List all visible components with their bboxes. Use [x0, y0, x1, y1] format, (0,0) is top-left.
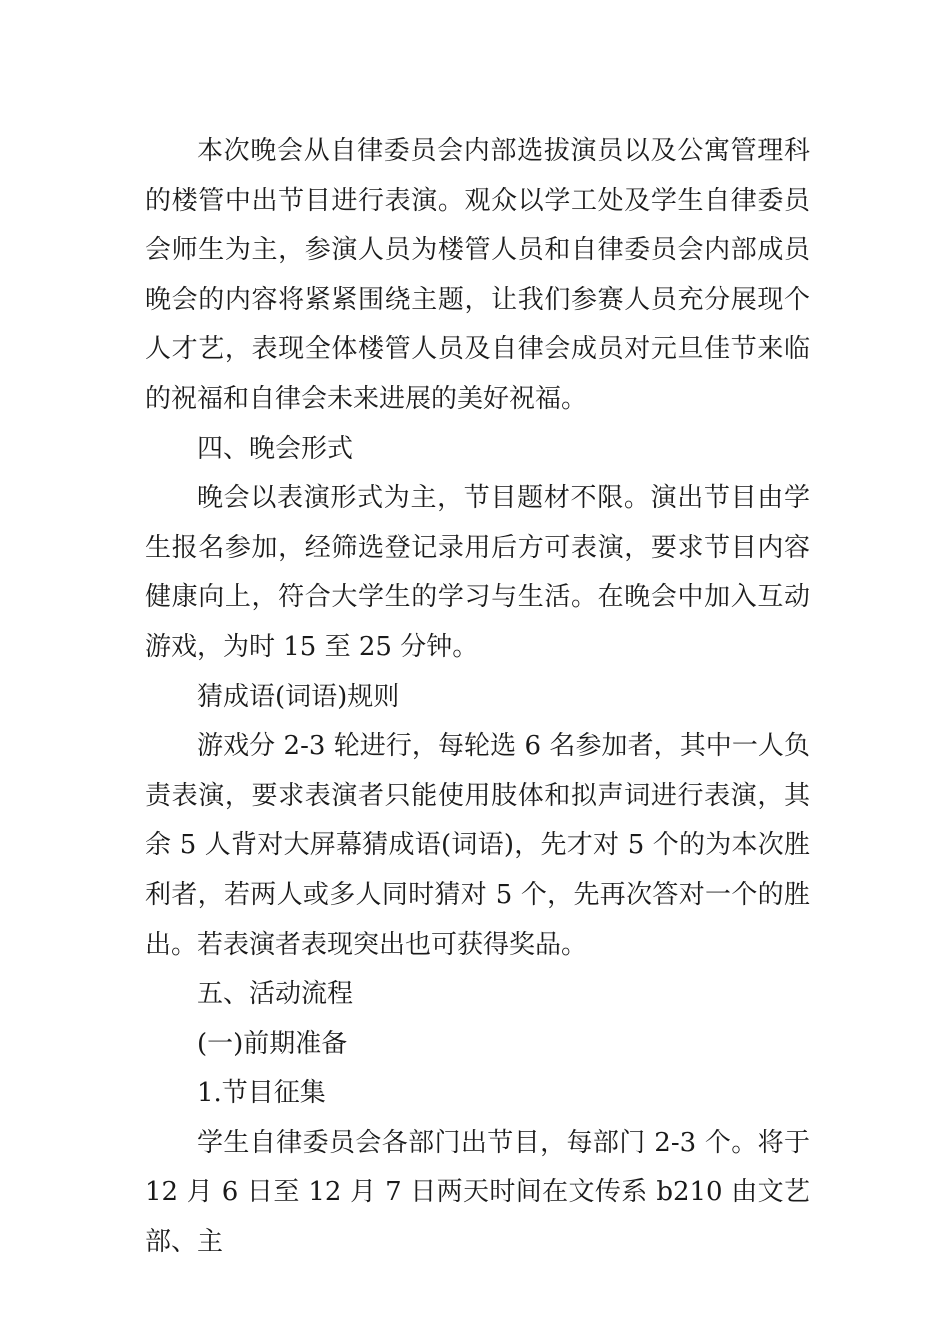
subheading-preparation: (一)前期准备 [197, 1028, 348, 1059]
section-heading-activity-process: 五、活动流程 [197, 979, 354, 1010]
subheading-program-collection: 1.节目征集 [197, 1078, 326, 1109]
document-body [145, 127, 810, 1268]
subheading-idiom-game-rules: 猜成语(词语)规则 [197, 681, 400, 712]
paragraph-program-collection: 学生自律委员会各部门出节目，每部门 2-3 个。将于 12 月 6 日至 12 月 7 日两天时间在文传系 b210 由文艺部、主 [145, 1127, 810, 1258]
paragraph-performers: 本次晚会从自律委员会内部选拔演员以及公寓管理科的楼管中出节目进行表演。观众以学工处及学生自律委员会师生为主，参演人员为楼管人员和自律委员会内部成员晚会的内容将紧紧围绕主题，让我们参赛人员充分展现个人才艺，表现全体楼管人员及自律会成员对元旦佳节来临的祝福和自律会未来进展的美好祝福。 [145, 136, 810, 414]
paragraph-idiom-game-rules: 游戏分 2-3 轮进行，每轮选 6 名参加者，其中一人负责表演，要求表演者只能使用肢体和拟声词进行表演，其余 5 人背对大屏幕猜成语(词语)，先才对 5 个的为本次胜利者，若两人或多人同时猜对 5 个，先再次答对一个的胜出。若表演者表现突出也可获得奖品。 [145, 731, 810, 960]
section-heading-party-format: 四、晚会形式 [197, 433, 354, 464]
paragraph-party-format: 晚会以表演形式为主，节目题材不限。演出节目由学生报名参加，经筛选登记录用后方可表演，要求节目内容健康向上，符合大学生的学习与生活。在晚会中加入互动游戏，为时 15 至 25 分钟。 [145, 483, 810, 662]
